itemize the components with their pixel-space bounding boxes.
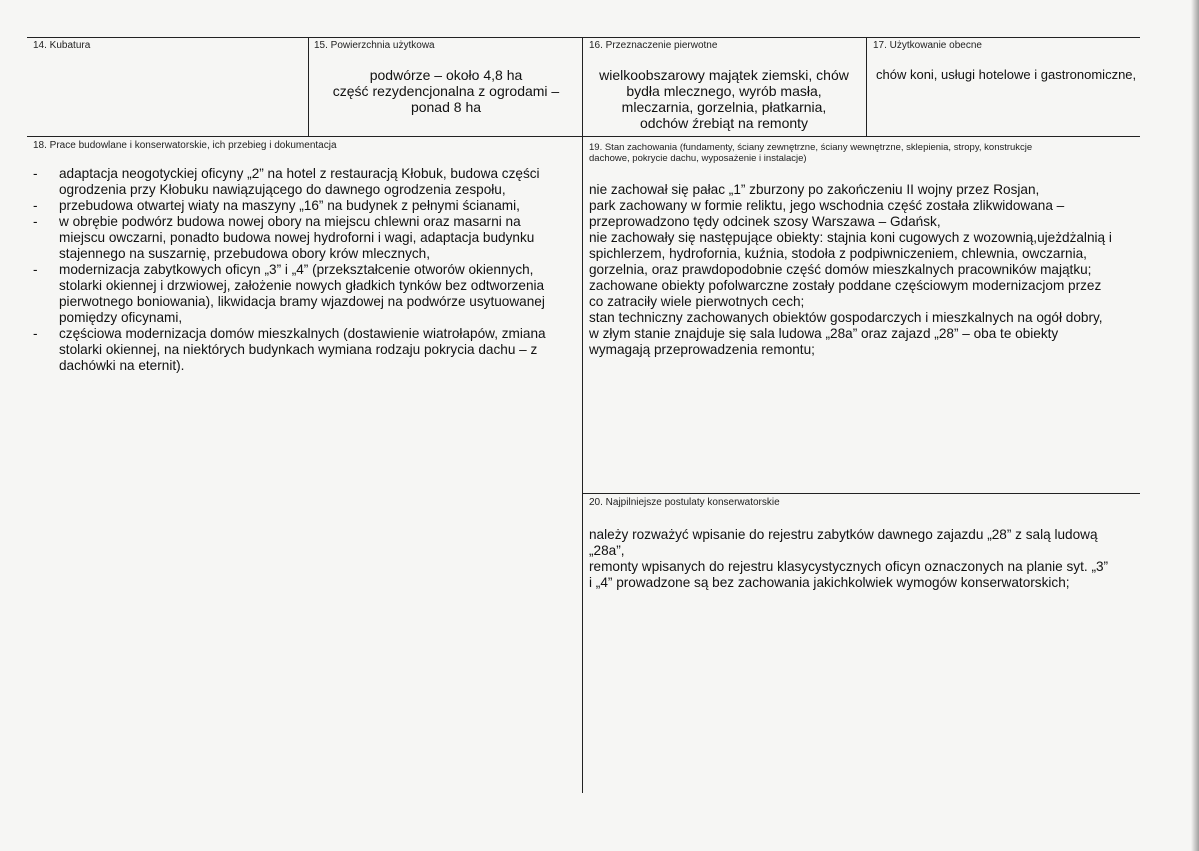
cell15-line: podwórze – około 4,8 ha <box>369 67 523 83</box>
cell19-label-line: 19. Stan zachowania (fundamenty, ściany zewnętrzne, ściany wewnętrzne, sklepienia, stropy, konstrukcje <box>589 142 1033 153</box>
cell15-line: ponad 8 ha <box>410 99 482 115</box>
text-line: nie zachował się pałac „1” zburzony po zakończeniu II wojny przez Rosjan, <box>589 182 1040 197</box>
text-line: remonty wpisanych do rejestru klasycystycznych oficyn oznaczonych na planie syt. „3” <box>589 559 1109 574</box>
cell18-label: 18. Prace budowlane i konserwatorskie, ich przebieg i dokumentacja <box>33 140 337 151</box>
list-dash: - <box>33 262 38 277</box>
list-item <box>33 214 579 262</box>
list-dash: - <box>33 198 38 213</box>
list-line: przebudowa otwartej wiaty na maszyny „16” na budynek z pełnymi ścianami, <box>59 198 520 213</box>
cell14-label: 14. Kubatura <box>33 40 91 51</box>
cell16-line: odchów źrebiąt na remonty <box>639 115 809 131</box>
text-line: spichlerzem, hydrofornia, kuźnia, stodoła z podpiwniczeniem, chlewnia, owczarnia, <box>589 246 1087 261</box>
list-line: pierwotnego boniowania), likwidacja bramy wjazdowej na podwórze usytuowanej <box>59 294 545 309</box>
cell16-line: mleczarnia, gorzelnia, płatkarnia, <box>621 99 827 115</box>
text-line: zachowane obiekty pofolwarczne zostały poddane częściowym modernizacjom przez <box>589 278 1102 293</box>
cell19-label-line: dachowe, pokrycie dachu, wyposażenie i instalacje) <box>589 153 807 164</box>
text-line: i „4” prowadzone są bez zachowania jakichkolwiek wymogów konserwatorskich; <box>589 575 1070 590</box>
list-dash: - <box>33 326 38 341</box>
list-line: miejscu owczarni, ponadto budowa nowej hydroforni i wagi, adaptacja budynku <box>59 230 535 245</box>
top-border <box>27 37 1140 38</box>
cell16-value <box>584 67 864 131</box>
text-line: wymagają przeprowadzenia remontu; <box>589 342 815 357</box>
list-line: adaptacja neogotyckiej oficyny „2” na hotel z restauracją Kłobuk, budowa części <box>59 166 540 181</box>
cell16-line: wielkoobszarowy majątek ziemski, chów <box>599 67 849 83</box>
cell20-text <box>589 527 1138 591</box>
list-line: modernizacja zabytkowych oficyn „3” i „4” (przekształcenie otworów okiennych, <box>59 262 534 277</box>
cell18-list <box>33 166 579 374</box>
text-line: park zachowany w formie reliktu, jego wschodnia część została zlikwidowana – <box>589 198 1065 213</box>
text-line: stan techniczny zachowanych obiektów gospodarczych i mieszkalnych na ogół dobry, <box>589 310 1103 325</box>
list-line: dachówki na eternit). <box>59 358 185 373</box>
cell17-label: 17. Użytkowanie obecne <box>873 40 982 51</box>
text-line: „28a”, <box>589 543 625 558</box>
list-item <box>33 198 579 214</box>
cell17-line: chów koni, usługi hotelowe i gastronomiczne, <box>876 67 1137 82</box>
cell19-text <box>589 182 1138 358</box>
list-line: częściowa modernizacja domów mieszkalnych (dostawienie wiatrołapów, zmiana <box>59 326 546 341</box>
list-item <box>33 326 579 374</box>
cell20-label: 20. Najpilniejsze postulaty konserwatorskie <box>589 497 780 508</box>
list-dash: - <box>33 166 38 181</box>
cell15-label: 15. Powierzchnia użytkowa <box>314 40 435 51</box>
list-line: pomiędzy oficynami, <box>59 310 183 325</box>
cell16-label: 16. Przeznaczenie pierwotne <box>589 40 718 51</box>
col-divider-14-15 <box>308 37 309 137</box>
cell15-value <box>312 67 580 115</box>
text-line: co zatraciły wiele pierwotnych cech; <box>589 294 805 309</box>
text-line: nie zachowały się następujące obiekty: stajnia koni cugowych z wozownią,ujeżdżalnią i <box>589 230 1112 245</box>
list-line: w obrębie podwórz budowa nowej obory na miejscu chlewni oraz masarni na <box>59 214 521 229</box>
list-item <box>33 262 579 326</box>
scan-edge-shadow <box>1191 0 1199 851</box>
list-line: stolarki okiennej, na niektórych budynkach wymiana rodzaju pokrycia dachu – z <box>59 342 538 357</box>
list-item <box>33 166 579 198</box>
col-divider-15-16 <box>582 37 583 793</box>
text-line: należy rozważyć wpisanie do rejestru zabytków dawnego zajazdu „28” z salą ludową <box>589 527 1098 542</box>
row1-bottom-border <box>27 136 1140 137</box>
cell16-line: bydła mlecznego, wyrób masła, <box>626 83 822 99</box>
list-line: ogrodzenia przy Kłobuku nawiązującego do dawnego ogrodzenia zespołu, <box>59 182 506 197</box>
list-line: stolarki okiennej i drzwiowej, założenie nowych gładkich tynków bez odtworzenia <box>59 278 545 293</box>
col-divider-16-17 <box>866 37 867 137</box>
text-line: gorzelnia, oraz prawdopodobnie część domów mieszkalnych pracowników majątku; <box>589 262 1092 277</box>
text-line: przeprowadzono tędy odcinek szosy Warszawa – Gdańsk, <box>589 214 941 229</box>
cell19-label <box>589 142 1032 164</box>
list-dash: - <box>33 214 38 229</box>
cell15-line: część rezydencjonalna z ogrodami – <box>332 83 560 99</box>
text-line: w złym stanie znajduje się sala ludowa „28a” oraz zajazd „28” – oba te obiekty <box>589 326 1059 341</box>
cell17-value <box>876 67 1138 83</box>
cell20-top-border <box>582 493 1140 494</box>
list-line: stajennego na suszarnię, przebudowa obory krów mlecznych, <box>59 246 431 261</box>
